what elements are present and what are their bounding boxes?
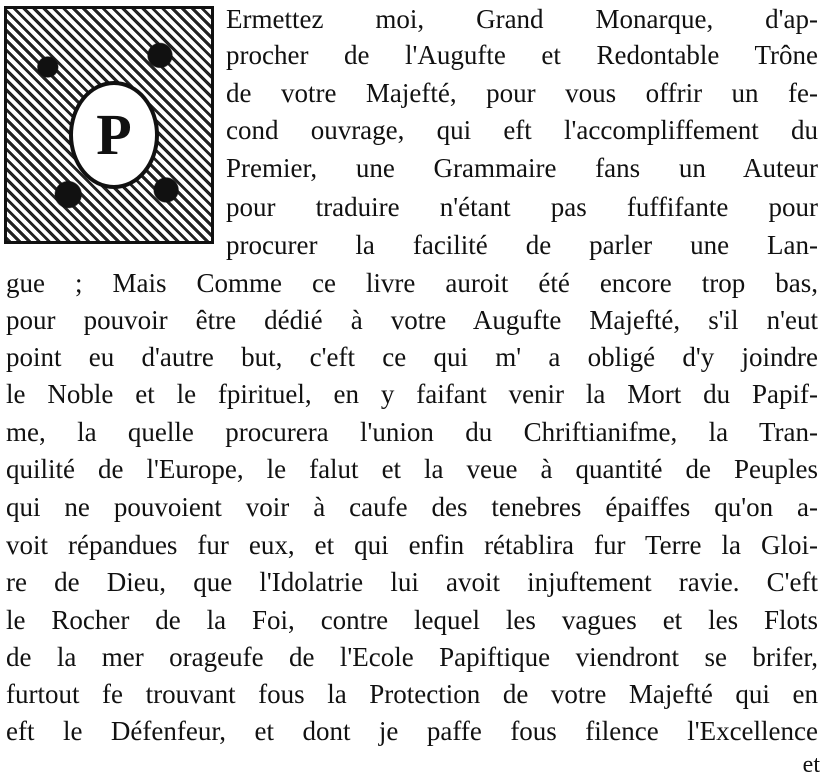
- text-line: pour pouvoir être dédié à votre Augufte Majefté, s'il n'eut: [6, 305, 818, 335]
- text-line: re de Dieu, que l'Idolatrie lui avoit injuftement ravie. C'eft: [6, 567, 818, 597]
- text-line: furtout fe trouvant fous la Protection de votre Majefté qui en: [6, 679, 818, 709]
- text-line: Premier, une Grammaire fans un Auteur: [226, 153, 818, 183]
- text-line: voit répandues fur eux, et qui enfin rétablira fur Terre la Gloi-: [6, 530, 818, 560]
- text-line: qui ne pouvoient voir à caufe des tenebres épaiffes qu'on a-: [6, 492, 818, 522]
- text-line: procurer la facilité de parler une Lan-: [226, 230, 818, 260]
- text-line: point eu d'autre but, c'eft ce qui m' a obligé d'y joindre: [6, 342, 818, 372]
- text-line: eft le Défenfeur, et dont je paffe fous filence l'Excellence: [6, 716, 818, 746]
- catchword: et: [802, 752, 820, 778]
- text-line: gue ; Mais Comme ce livre auroit été encore trop bas,: [6, 268, 818, 298]
- text-line: de votre Majefté, pour vous offrir un fe-: [226, 78, 818, 108]
- text-line: me, la quelle procurera l'union du Chriftianifme, la Tran-: [6, 417, 818, 447]
- text-line: pour traduire n'étant pas fuffifante pour: [226, 192, 818, 222]
- ornamental-initial-frame: [4, 6, 214, 244]
- text-line: le Rocher de la Foi, contre lequel les vagues et les Flots: [6, 605, 818, 635]
- text-line: procher de l'Augufte et Redontable Trône: [226, 40, 818, 70]
- initial-letter: P: [96, 102, 132, 167]
- text-line: de la mer orageufe de l'Ecole Papiftique viendront se brifer,: [6, 642, 818, 672]
- text-line: quilité de l'Europe, le falut et la veue à quantité de Peuples: [6, 454, 818, 484]
- text-line: cond ouvrage, qui eft l'accompliffement du: [226, 115, 818, 145]
- text-line: Ermettez moi, Grand Monarque, d'ap-: [226, 4, 818, 34]
- text-line: le Noble et le fpirituel, en y faifant venir la Mort du Papif-: [6, 379, 818, 409]
- initial-medallion: [69, 81, 159, 189]
